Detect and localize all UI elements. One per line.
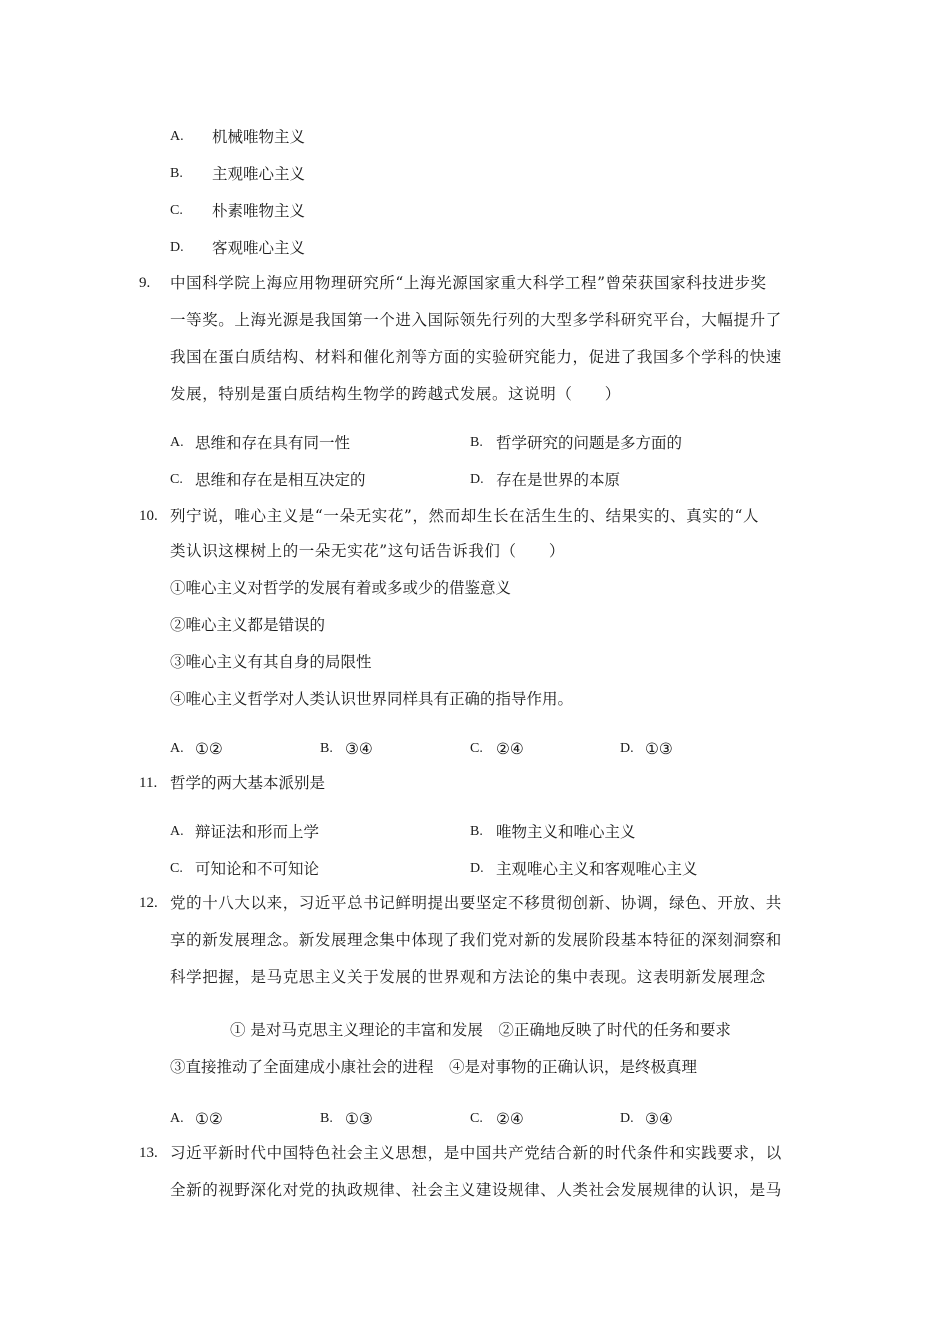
q12-option-c-letter: C.: [470, 1111, 483, 1126]
q10-stem-line-1: 列宁说，唯心主义是“一朵无实花”，然而却生长在活生生的、结果实的、真实的“人: [170, 507, 760, 525]
q8-option-d-text: 客观唯心主义: [212, 239, 306, 257]
q10-option-a-text: ①②: [195, 740, 223, 758]
q9-stem-line-4: 发展，特别是蛋白质结构生物学的跨越式发展。这说明（ ）: [170, 385, 621, 403]
q10-statement-3: ③唯心主义有其自身的局限性: [170, 653, 372, 671]
q11-option-c-letter: C.: [170, 861, 183, 876]
q8-option-d-letter: D.: [170, 240, 184, 255]
q11-number: 11.: [139, 775, 158, 791]
q9-stem-line-1: 中国科学院上海应用物理研究所“上海光源国家重大科学工程”曾荣获国家科技进步奖: [170, 274, 767, 292]
q12-number: 12.: [139, 895, 158, 911]
q12-stem-line-3: 科学把握，是马克思主义关于发展的世界观和方法论的集中表现。这表明新发展理念: [170, 968, 766, 986]
q10-option-d-letter: D.: [620, 741, 634, 756]
q8-option-a-text: 机械唯物主义: [212, 128, 306, 146]
q11-option-b-text: 唯物主义和唯心主义: [496, 823, 636, 841]
q13-number: 13.: [139, 1145, 158, 1161]
q10-statement-1: ①唯心主义对哲学的发展有着或多或少的借鉴意义: [170, 579, 512, 597]
q8-option-b-text: 主观唯心主义: [212, 165, 306, 183]
q12-stem-line-1: 党的十八大以来，习近平总书记鲜明提出要坚定不移贯彻创新、协调，绿色、开放、共: [170, 894, 782, 912]
q8-option-b-letter: B.: [170, 166, 183, 181]
q9-option-c-text: 思维和存在是相互决定的: [195, 471, 366, 489]
q12-option-a-text: ①②: [195, 1110, 223, 1128]
q12-statements-line-2: ③直接推动了全面建成小康社会的进程 ④是对事物的正确认识，是终极真理: [170, 1058, 698, 1076]
q12-option-d-text: ③④: [645, 1110, 673, 1128]
q12-option-b-text: ①③: [345, 1110, 373, 1128]
q10-option-b-letter: B.: [320, 741, 333, 756]
q13-stem-line-1: 习近平新时代中国特色社会主义思想，是中国共产党结合新的时代条件和实践要求，以: [170, 1144, 782, 1162]
q9-option-b-text: 哲学研究的问题是多方面的: [496, 434, 683, 452]
q13-stem-line-2: 全新的视野深化对党的执政规律、社会主义建设规律、人类社会发展规律的认识，是马: [170, 1181, 782, 1199]
q9-stem-line-3: 我国在蛋白质结构、材料和催化剂等方面的实验研究能力，促进了我国多个学科的快速: [170, 348, 782, 366]
q9-option-c-letter: C.: [170, 472, 183, 487]
q9-option-a-letter: A.: [170, 435, 184, 450]
q10-option-a-letter: A.: [170, 741, 184, 756]
q8-option-a-letter: A.: [170, 129, 184, 144]
q10-statement-2: ②唯心主义都是错误的: [170, 616, 326, 634]
q10-option-c-letter: C.: [470, 741, 483, 756]
q12-option-d-letter: D.: [620, 1111, 634, 1126]
q12-stem-line-2: 享的新发展理念。新发展理念集中体现了我们党对新的发展阶段基本特征的深刻洞察和: [170, 931, 782, 949]
q8-option-c-text: 朴素唯物主义: [212, 202, 306, 220]
q9-option-a-text: 思维和存在具有同一性: [195, 434, 351, 452]
q12-option-c-text: ②④: [496, 1110, 524, 1128]
q11-option-b-letter: B.: [470, 824, 483, 839]
q10-statement-4: ④唯心主义哲学对人类认识世界同样具有正确的指导作用。: [170, 690, 574, 708]
q11-option-d-letter: D.: [470, 861, 484, 876]
q11-option-c-text: 可知论和不可知论: [195, 860, 320, 878]
q10-option-d-text: ①③: [645, 740, 673, 758]
q9-option-d-letter: D.: [470, 472, 484, 487]
q10-option-b-text: ③④: [345, 740, 373, 758]
q11-option-d-text: 主观唯心主义和客观唯心主义: [496, 860, 698, 878]
q9-option-b-letter: B.: [470, 435, 483, 450]
q11-stem-line-1: 哲学的两大基本派别是: [170, 774, 326, 792]
q12-option-b-letter: B.: [320, 1111, 333, 1126]
q10-option-c-text: ②④: [496, 740, 524, 758]
q12-statements-line-1: ① 是对马克思主义理论的丰富和发展 ②正确地反映了时代的任务和要求: [230, 1021, 731, 1039]
q12-option-a-letter: A.: [170, 1111, 184, 1126]
q9-option-d-text: 存在是世界的本原: [496, 471, 621, 489]
q9-number: 9.: [139, 275, 151, 291]
q10-stem-line-2: 类认识这棵树上的一朵无实花”这句话告诉我们（ ）: [170, 542, 565, 560]
q11-option-a-text: 辩证法和形而上学: [195, 823, 320, 841]
q10-number: 10.: [139, 508, 158, 524]
q9-stem-line-2: 一等奖。上海光源是我国第一个进入国际领先行列的大型多学科研究平台，大幅提升了: [170, 311, 782, 329]
q11-option-a-letter: A.: [170, 824, 184, 839]
q8-option-c-letter: C.: [170, 203, 183, 218]
